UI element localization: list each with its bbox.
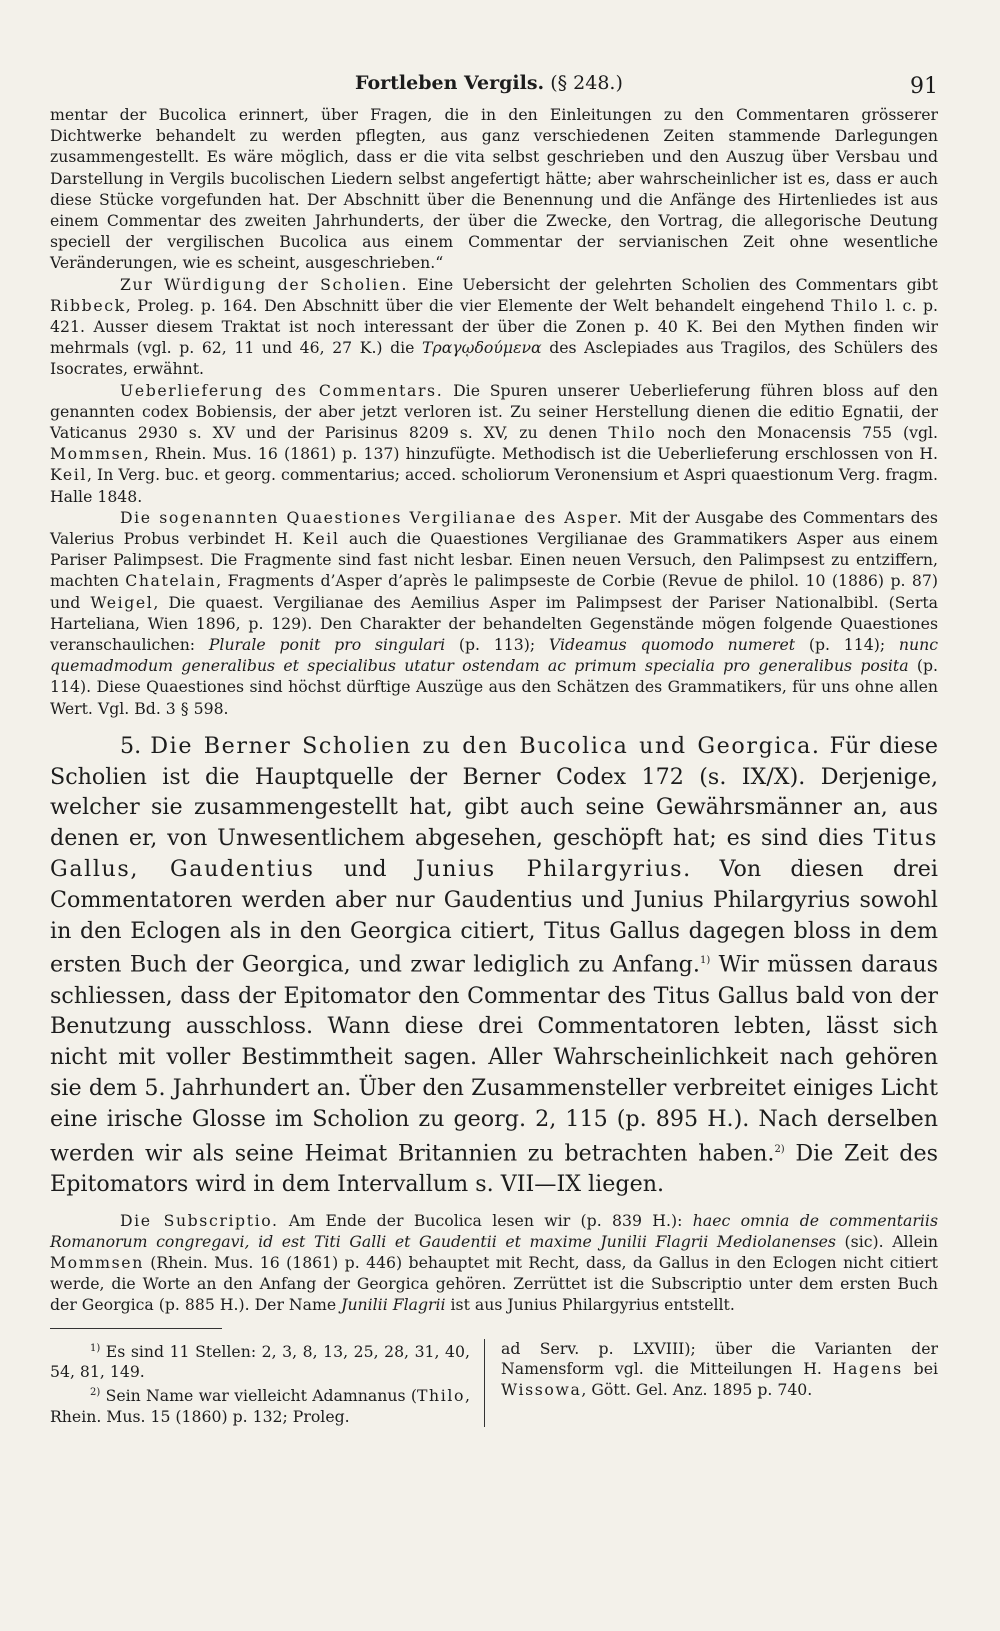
footnote-text: , Rhein. Mus. 15 (1860) p. 132; Proleg. [50,1386,470,1426]
latin-quote: Junilii Flagrii [341,1295,446,1315]
footnote-ref-1[interactable]: 1) [699,955,711,967]
section-number: 5. [120,732,151,759]
text-run: Am Ende der Bucolica lesen wir (p. 839 H.): [278,1210,693,1230]
running-title-bold: Fortleben Vergils. [355,72,545,94]
text-run: (sic). Allein [835,1231,938,1251]
footnote-text: , Gött. Gel. Anz. 1895 p. 740. [581,1379,813,1399]
paragraph-berner-scholien [50,731,938,1200]
text-run: (p. 114). Diese Quaestiones sind höchst dürftige Auszüge aus den Schätzen des Grammatikers, für uns ohne allen Wert. Vgl. Bd. 3 § 598. [50,656,938,718]
footnote-column-right [485,1339,938,1427]
section-heading: Die sogenannten Quaestiones Vergilianae des Asper. [120,507,624,527]
page-header [50,60,938,104]
author-name: Thilo [831,295,880,315]
text-run: und [314,856,416,883]
author-names: Junius Philargyrius [415,856,684,883]
small-text-block [50,104,938,719]
text-run: , In Verg. buc. et georg. commentarius; acced. scholiorum Veronensium et Aspri quaestionum Verg. fragm. Halle 1848. [50,465,938,506]
latin-quote: haec omnia de commentariis Romanorum congregavi, id est Titi Galli et Gaudentii et maxime Junilii Flagrii Mediolanenses [50,1210,938,1251]
paragraph-wuerdigung [50,274,938,380]
text-run: . Von diesen drei Commentatoren werden aber nur Gaudentius und Junius Philargyrius sowohl in den Eclogen als in den Georgica citiert, Titus Gallus dagegen bloss in dem ersten Buch der Georgica, und zwar lediglich zu Anfang. [50,856,938,978]
large-text-block [50,731,938,1200]
text-run: , Proleg. p. 164. Den Abschnitt über die vier Elemente der Welt behandelt eingehend [125,295,832,315]
footnote-column-left [50,1339,485,1427]
footnote-1 [50,1339,470,1383]
text-run: Mit der Ausgabe des Commentars des Valerius Probus verbindet H. [50,507,938,549]
text-run: auch die Quaestiones Vergilianae des Grammatikers Asper aus einem Pariser Palimpsest. Die Fragmente sind fast nicht lesbar. Einen neuen Versuch, den Palimpsest zu entziffern, machten [50,529,938,591]
text-run: (Rhein. Mus. 16 (1861) p. 446) behauptet mit Recht, dass, da Gallus in den Eclogen nicht citiert werde, die Worte an den Anfang der Georgica gehören. Zerrüttet ist die Subscriptio unter dem ersten Buch der Georgica (p. 885 H.). Der Name [50,1253,938,1315]
author-name: Mommsen [50,1253,144,1273]
author-name: Weigel [90,592,154,612]
footnote-ref-2[interactable]: 2) [774,1143,785,1155]
text-run: Eine Uebersicht der gelehrten Scholien des Commentars gibt [408,274,938,294]
section-heading: Die Subscriptio. [120,1210,279,1230]
author-name: Chatelain [125,571,217,591]
paragraph-asper [50,507,938,719]
greek-title: Τραγῳδούμενα [422,338,542,358]
section-heading: Ueberlieferung des Commentars. [120,380,444,400]
author-name: Thilo [608,423,657,443]
page-number: 91 [910,74,938,99]
text-run: (p. 114); [795,635,899,655]
text-run: , Rhein. Mus. 16 (1861) p. 137) hinzufügte. Methodisch ist die Ueberlieferung erschlossen von H. [143,444,938,464]
text-run: Wir müssen daraus schliessen, dass der Epitomator den Commentar des Titus Gallus bald von der Benutzung ausschloss. Wann diese drei Commentatoren lebten, lässt sich nicht mit voller Bestimmtheit sagen. Aller Wahrscheinlichkeit nach gehören sie dem 5. Jahrhundert an. Über den Zusammensteller verbreitet einiges Licht eine irische Glosse im Scholion zu georg. 2, 115 (p. 895 H.). Nach derselben werden wir als seine Heimat Britannien zu betrachten haben. [50,951,938,1167]
footnote-text: Sein Name war vielleicht Adamnanus ( [100,1386,417,1406]
latin-quote: nunc quemadmodum generalibus et specialibus utatur ostendam ac primum specialia pro generalibus posita [50,635,938,676]
section-heading: Zur Würdigung der Scholien. [120,274,409,294]
footnote-mark: 1) [90,1342,101,1354]
paragraph-ueberlieferung [50,380,938,507]
text-run: Für diese Scholien ist die Hauptquelle der Berner Codex 172 (s. IX/X). Derjenige, welcher sie zusammengestellt hat, gibt auch seine Gewährsmänner an, aus denen er, von Unwesentlichem abgesehen, geschöpft hat; es sind dies [50,732,938,852]
text-run: , Die quaest. Vergilianae des Aemilius Asper im Palimpsest der Pariser Nationalbibl. (Serta Harteliana, Wien 1896, p. 129). Den Charakter der behandelten Gegenstände mögen folgende Quaestiones veranschaulichen: [50,592,938,655]
paragraph-subscriptio [50,1210,938,1316]
author-name: Thilo [416,1386,465,1406]
author-name: Ribbeck [50,295,126,315]
footnote-separator [50,1328,222,1329]
footnote-2 [50,1383,470,1427]
latin-quote: Plurale ponit pro singulari [208,635,446,655]
text-run: , Fragments d’Asper d’après le palimpseste de Corbie (Revue de philol. 10 (1886) p. 87) und [50,571,938,612]
footnote-mark: 2) [90,1386,101,1398]
author-name: Keil [50,465,88,485]
paragraph-commentary: mentar der Bucolica erinnert, über Fragen, die in den Einleitungen zu den Commentaren grösserer Dichtwerke behandelt zu werden pflegten, aus ganz verschiedenen Zeiten stammende Darlegungen zusammengestellt. Es wäre möglich, dass er die vita selbst geschrieben und den Auszug über Versbau und Darstellung in Vergils bucolischen Liedern selbst angefertigt hätte; aber wahrscheinlicher ist es, dass er auch diese Stücke vorgefunden hat. Der Abschnitt über die Benennung und die Anfänge des Hirtenliedes ist aus einem Commentar des zweiten Jahrhunderts, der über die Zwecke, den Vortrag, die allegorische Deutung speciell der vergilischen Bucolica aus einem Commentar der servianischen Zeit ohne wesentliche Veränderungen, wie es scheint, ausgeschrieben.“ [50,105,938,273]
text-run: (p. 113); [445,635,549,655]
text-run: Die Spuren unserer Ueberlieferung führen bloss auf den genannten codex Bobiensis, der aber jetzt verloren ist. Zu seiner Herstellung dienen die editio Egnatii, der Vaticanus 2930 s. XV und der Parisinus 8209 s. XV, zu denen [50,380,938,443]
running-title [355,72,623,94]
text-run: des Asclepiades aus Tragilos, des Schülers des Isocrates, erwähnt. [50,338,938,379]
footnote-text: Es sind 11 Stellen: 2, 3, 8, 13, 25, 28, 31, 40, 54, 81, 149. [50,1341,470,1382]
subscriptio-block [50,1210,938,1316]
section-heading: Die Berner Scholien zu den Bucolica und Georgica. [150,732,821,759]
footnotes [50,1339,938,1427]
author-name: Keil [302,529,340,549]
footnote-text: bei [902,1359,938,1379]
footnote-2-continued [501,1339,938,1401]
author-name: Wissowa [501,1379,582,1399]
text-run: Die Zeit des Epitomators wird in dem Intervallum s. VII—IX liegen. [50,1140,938,1197]
author-names: Titus Gallus, Gaudentius [50,825,938,883]
footnote-text: ad Serv. p. LXVIII); über die Varianten der Namensform vgl. die Mitteilungen H. [501,1338,938,1379]
text-run: noch den Monacensis 755 (vgl. [656,423,938,443]
author-name: Mommsen [50,444,144,464]
running-title-section: (§ 248.) [544,72,623,94]
text-run: ist aus Junius Philargyrius entstellt. [445,1295,735,1315]
author-name: Hagens [832,1359,903,1379]
latin-quote: Videamus quomodo numeret [548,635,796,655]
text-run: l. c. p. 421. Ausser diesem Traktat ist noch interessant der über die Zonen p. 40 K. Bei den Mythen finden wir mehrmals (vgl. p. 62, 11 und 46, 27 K.) die [50,295,939,358]
